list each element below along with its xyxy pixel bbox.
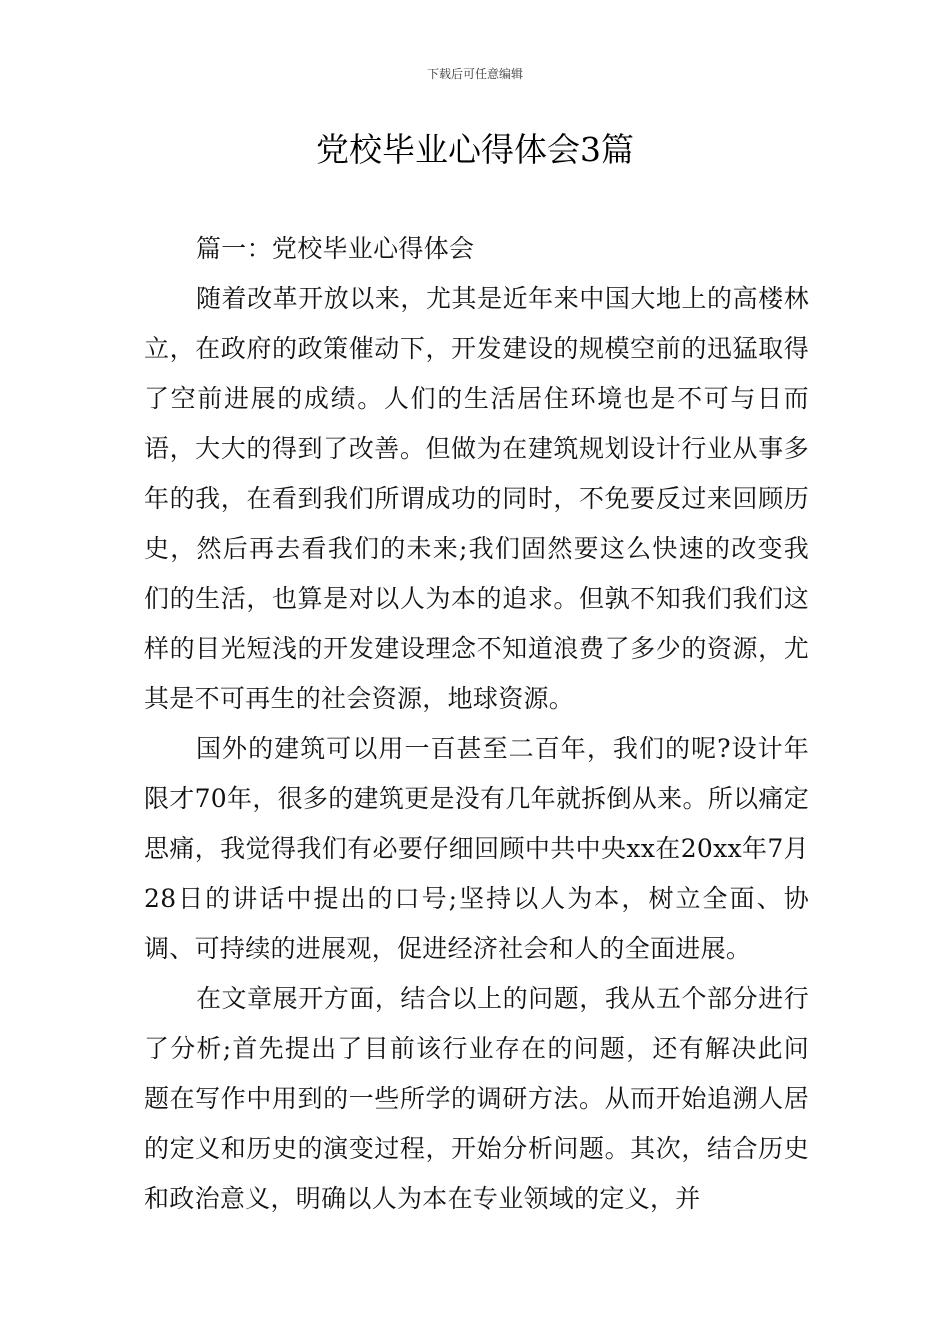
paragraph-2: 国外的建筑可以用一百甚至二百年，我们的呢?设计年限才70年，很多的建筑更是没有几年就拆倒从来。所以痛定思痛，我觉得我们有必要仔细回顾中共中央xx在20xx年7月28日的讲话中提出的口号;坚持以人为本，树立全面、协调、可持续的进展观，促进经济社会和人的全面进展。 — [144, 734, 809, 963]
document-title: 党校毕业心得体会3篇 — [316, 130, 634, 169]
header-note: 下载后可任意编辑 — [426, 67, 523, 81]
document-body — [144, 224, 809, 1224]
paragraph-1: 随着改革开放以来，尤其是近年来中国大地上的高楼林立，在政府的政策催动下，开发建设的规模空前的迅猛取得了空前进展的成绩。人们的生活居住环境也是不可与日而语，大大的得到了改善。但做为在建筑规划设计行业从事多年的我，在看到我们所谓成功的同时，不免要反过来回顾历史，然后再去看我们的未来;我们固然要这么快速的改变我们的生活，也算是对以人为本的追求。但孰不知我们我们这样的目光短浅的开发建设理念不知道浪费了多少的资源，尤其是不可再生的社会资源，地球资源。 — [144, 284, 809, 713]
paragraph-3: 在文章展开方面，结合以上的问题，我从五个部分进行了分析;首先提出了目前该行业存在的问题，还有解决此问题在写作中用到的一些所学的调研方法。从而开始追溯人居的定义和历史的演变过程，开始分析问题。其次，结合历史和政治意义，明确以人为本在专业领域的定义，并 — [144, 984, 809, 1213]
section-heading: 篇一：党校毕业心得体会 — [196, 234, 475, 263]
